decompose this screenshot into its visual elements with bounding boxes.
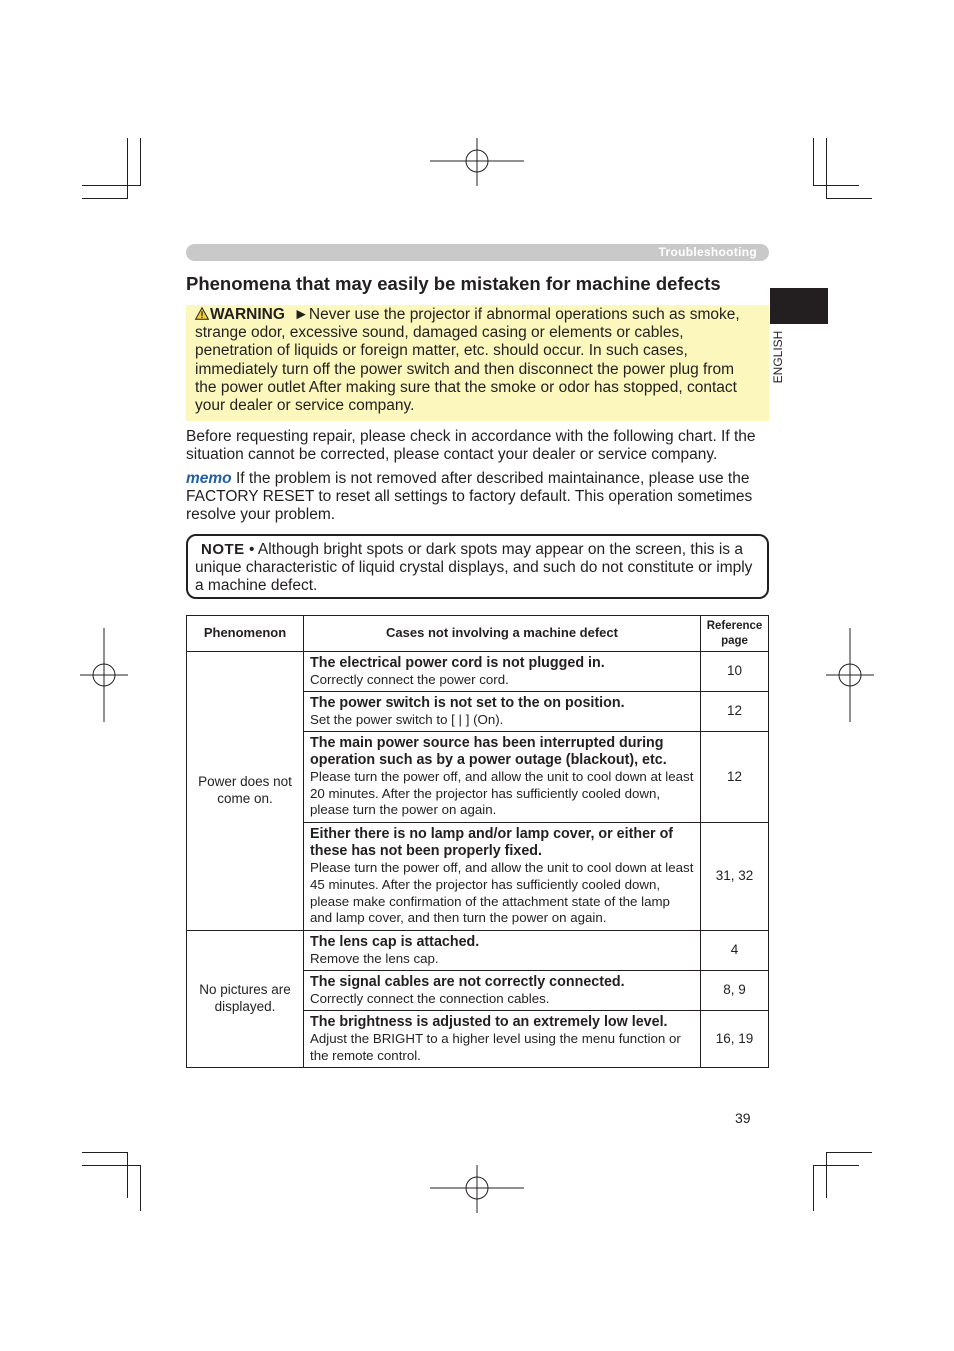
case-title: The main power source has been interrupted during operation such as by a power outage (blackout), etc. <box>310 734 667 768</box>
reference-cell: 4 <box>701 931 769 971</box>
page-number: 39 <box>735 1110 751 1126</box>
case-cell <box>304 1011 701 1068</box>
table-row <box>187 931 769 971</box>
registration-mark-bottom <box>430 1165 524 1213</box>
reference-cell: 8, 9 <box>701 971 769 1011</box>
reference-cell: 10 <box>701 652 769 692</box>
case-title: The electrical power cord is not plugged in. <box>310 654 605 671</box>
case-detail: Remove the lens cap. <box>310 950 439 966</box>
case-title: Either there is no lamp and/or lamp cover, or either of these has not been properly fixed. <box>310 825 674 859</box>
page-title: Phenomena that may easily be mistaken for machine defects <box>186 273 721 294</box>
warning-box <box>186 305 769 421</box>
language-label: ENGLISH <box>771 330 785 384</box>
note-text: • Although bright spots or dark spots may appear on the screen, this is a unique characteristic of liquid crystal displays, and such do not constitute or imply a machine defect. <box>195 541 753 595</box>
section-label: Troubleshooting <box>658 245 757 259</box>
registration-mark-left <box>80 628 128 722</box>
case-cell <box>304 823 701 931</box>
case-detail: Correctly connect the connection cables. <box>310 990 550 1006</box>
header-phenomenon: Phenomenon <box>187 616 304 652</box>
case-title: The power switch is not set to the on position. <box>310 694 625 711</box>
header-reference: Reference page <box>701 616 769 652</box>
header-cases: Cases not involving a machine defect <box>304 616 701 652</box>
section-header-bar <box>186 244 769 261</box>
troubleshooting-table <box>186 615 769 1068</box>
case-detail: Please turn the power off, and allow the unit to cool down at least 45 minutes. After the projector has sufficiently cooled down, please make confirmation of the attachment state of the lamp and lamp cover, and then turn the power on again. <box>310 859 694 926</box>
case-cell <box>304 692 701 732</box>
case-title: The brightness is adjusted to an extremely low level. <box>310 1013 668 1030</box>
case-cell <box>304 732 701 823</box>
table-row <box>187 652 769 692</box>
memo-label: memo <box>186 470 232 487</box>
case-cell <box>304 652 701 692</box>
case-title: The lens cap is attached. <box>310 933 480 950</box>
warning-triangle-icon <box>195 307 209 320</box>
case-cell <box>304 931 701 971</box>
note-box <box>186 534 769 599</box>
registration-mark-top <box>430 138 524 186</box>
memo-paragraph <box>186 470 776 525</box>
note-label: NOTE <box>201 541 245 558</box>
case-detail: Adjust the BRIGHT to a higher level using the menu function or the remote control. <box>310 1030 681 1063</box>
case-detail: Please turn the power off, and allow the unit to cool down at least 20 minutes. After the projector has sufficiently cooled down, please turn the power on again. <box>310 768 694 818</box>
phenomenon-cell: Power does not come on. <box>187 652 304 931</box>
case-detail: Set the power switch to [ | ] (On). <box>310 711 504 727</box>
warning-label: WARNING <box>210 306 285 323</box>
reference-cell: 31, 32 <box>701 823 769 931</box>
table-header-row <box>187 616 769 652</box>
case-title: The signal cables are not correctly connected. <box>310 973 625 990</box>
case-cell <box>304 971 701 1011</box>
reference-cell: 12 <box>701 692 769 732</box>
case-detail: Correctly connect the power cord. <box>310 671 509 687</box>
phenomenon-cell: No pictures are displayed. <box>187 931 304 1068</box>
warning-text: ►Never use the projector if abnormal operations such as smoke, strange odor, excessive sound, damaged casing or elements or cables, penetration of liquids or foreign matter, etc. should occur. In such cases, immediately turn off the power switch and then disconnect the power plug from the power outlet After making sure that the smoke or odor has stopped, contact your dealer or service company. <box>195 306 740 415</box>
memo-text: If the problem is not removed after described maintainance, please use the FACTORY RESET to reset all settings to factory default. This operation sometimes resolve your problem. <box>186 470 753 524</box>
intro-paragraph: Before requesting repair, please check in accordance with the following chart. If the situation cannot be corrected, please contact your dealer or service company. <box>186 428 756 464</box>
reference-cell: 16, 19 <box>701 1011 769 1068</box>
registration-mark-right <box>826 628 874 722</box>
reference-cell: 12 <box>701 732 769 823</box>
